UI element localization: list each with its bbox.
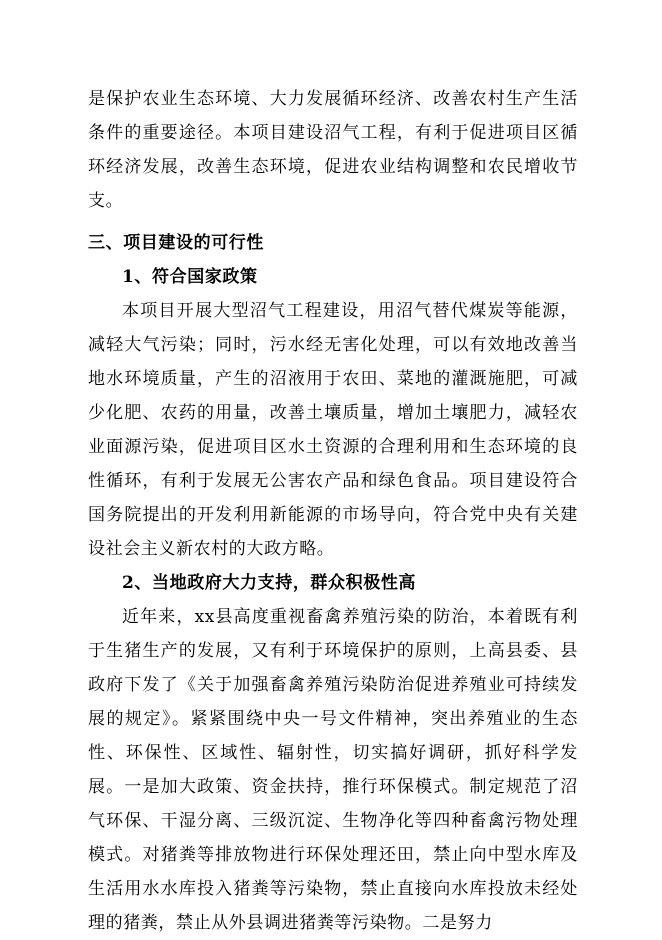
paragraph-gap	[88, 218, 578, 226]
subheading-local-support: 2、当地政府大力支持，群众积极性高	[122, 573, 417, 593]
paragraph-national-policy: 本项目开展大型沼气工程建设，用沼气替代煤炭等能源，减轻大气污染；同时，污水经无害化处理，可以有效地改善当地水环境质量，产生的沼液用于农田、菜地的灌溉施肥，可减少化肥、农药的用量，改善土壤质量，增加土壤肥力，减轻农业面源污染，促进项目区水土资源的合理利用和生态环境的良性循环，有利于发展无公害农产品和绿色食品。项目建设符合国务院提出的开发利用新能源的市场导向，符合党中央有关建设社会主义新农村的大政方略。	[88, 301, 578, 559]
paragraph-local-support: 近年来，xx县高度重视畜禽养殖污染的防治，本着既有利于生猪生产的发展，又有利于环境保护的原则，上高县委、县政府下发了《关于加强畜禽养殖污染防治促进养殖业可持续发展的规定》。紧紧围绕中央一号文件精神，突出养殖业的生态性、环保性、区域性、辐射性，切实搞好调研，抓好科学发展。一是加大政策、资金扶持，推行环保模式。制定规范了沼气环保、干湿分离、三级沉淀、生物净化等四种畜禽污物处理模式。对猪粪等排放物进行环保处理还田，禁止向中型水库及生活用水水库投入猪粪等污染物，禁止直接向水库投放未经处理的猪粪，禁止从外县调进猪粪等污染物。二是努力	[88, 607, 578, 933]
subheading-national-policy: 1、符合国家政策	[122, 267, 258, 287]
paragraph-continuation: 是保护农业生态环境、大力发展循环经济、改善农村生产生活条件的重要途径。本项目建设沼气工程，有利于促进项目区循环经济发展，改善生态环境，促进农业结构调整和农民增收节支。	[88, 89, 578, 211]
document-body	[88, 82, 578, 940]
section-heading-feasibility: 三、项目建设的可行性	[88, 233, 264, 253]
